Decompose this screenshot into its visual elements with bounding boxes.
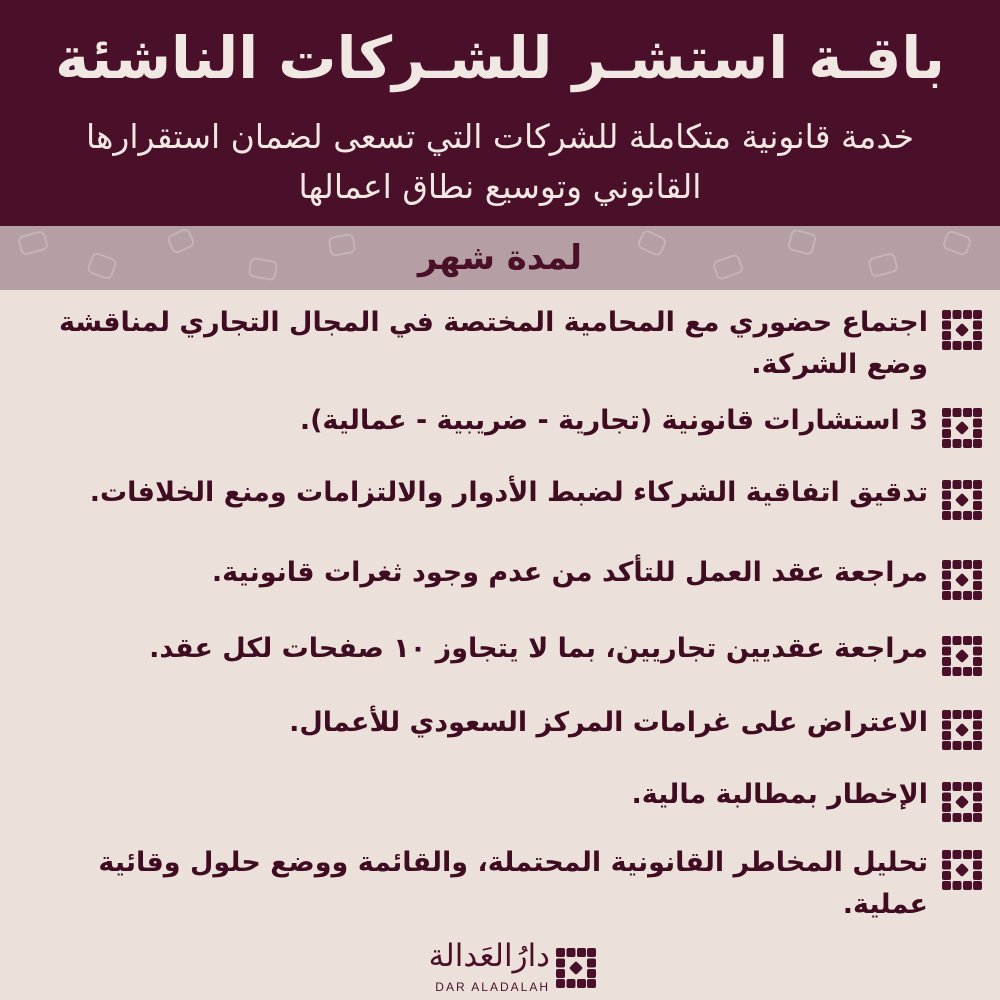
page-subtitle: خدمة قانونية متكاملة للشركات التي تسعى لضمان استقرارها القانوني وتوسيع نطاق اعمالها — [85, 117, 915, 206]
list-item-text: تحليل المخاطر القانونية المحتملة، والقائمة ووضع حلول وقائية عملية. — [98, 847, 928, 920]
page-title: باقـة استشـر للشـركات الناشئة — [55, 24, 945, 92]
list-item-text: 3 استشارات قانونية (تجارية - ضريبية - عمالية). — [299, 405, 928, 436]
list-item — [12, 702, 984, 752]
dar-aladalah-emblem-icon — [940, 848, 984, 892]
list-item-text: اجتماع حضوري مع المحامية المختصة في المجال التجاري لمناقشة وضع الشركة. — [59, 307, 928, 380]
dar-aladalah-emblem-icon — [940, 558, 984, 602]
dar-aladalah-emblem-icon — [940, 406, 984, 450]
list-item-text: مراجعة عقد العمل للتأكد من عدم وجود ثغرات قانونية. — [211, 557, 928, 588]
list-item-text: الإخطار بمطالبة مالية. — [631, 779, 928, 810]
duration-label: لمدة شهر — [417, 238, 583, 278]
list-item — [12, 628, 984, 678]
dar-aladalah-emblem-icon — [940, 478, 984, 522]
logo-arabic-text: دارُالعَدالة — [428, 938, 550, 974]
list-item-text: الاعتراض على غرامات المركز السعودي للأعمال. — [289, 707, 928, 738]
list-item-text: تدقيق اتفاقية الشركاء لضبط الأدوار والالتزامات ومنع الخلافات. — [89, 477, 928, 508]
list-item — [12, 842, 984, 926]
list-item-text: مراجعة عقديين تجاريين، بما لا يتجاوز ١٠ صفحات لكل عقد. — [149, 633, 928, 664]
logo-english-text: DAR ALADALAH — [435, 980, 550, 994]
dar-aladalah-emblem-icon — [940, 780, 984, 824]
services-list — [0, 290, 1000, 930]
dar-aladalah-emblem-icon — [554, 946, 598, 990]
brand-logo — [380, 938, 620, 998]
dar-aladalah-emblem-icon — [940, 708, 984, 752]
header-banner — [0, 0, 1000, 226]
dar-aladalah-emblem-icon — [940, 308, 984, 352]
list-item — [12, 400, 984, 450]
list-item — [12, 552, 984, 602]
duration-band — [0, 226, 1000, 290]
list-item — [12, 472, 984, 522]
list-item — [12, 302, 984, 386]
dar-aladalah-emblem-icon — [940, 634, 984, 678]
list-item — [12, 774, 984, 824]
